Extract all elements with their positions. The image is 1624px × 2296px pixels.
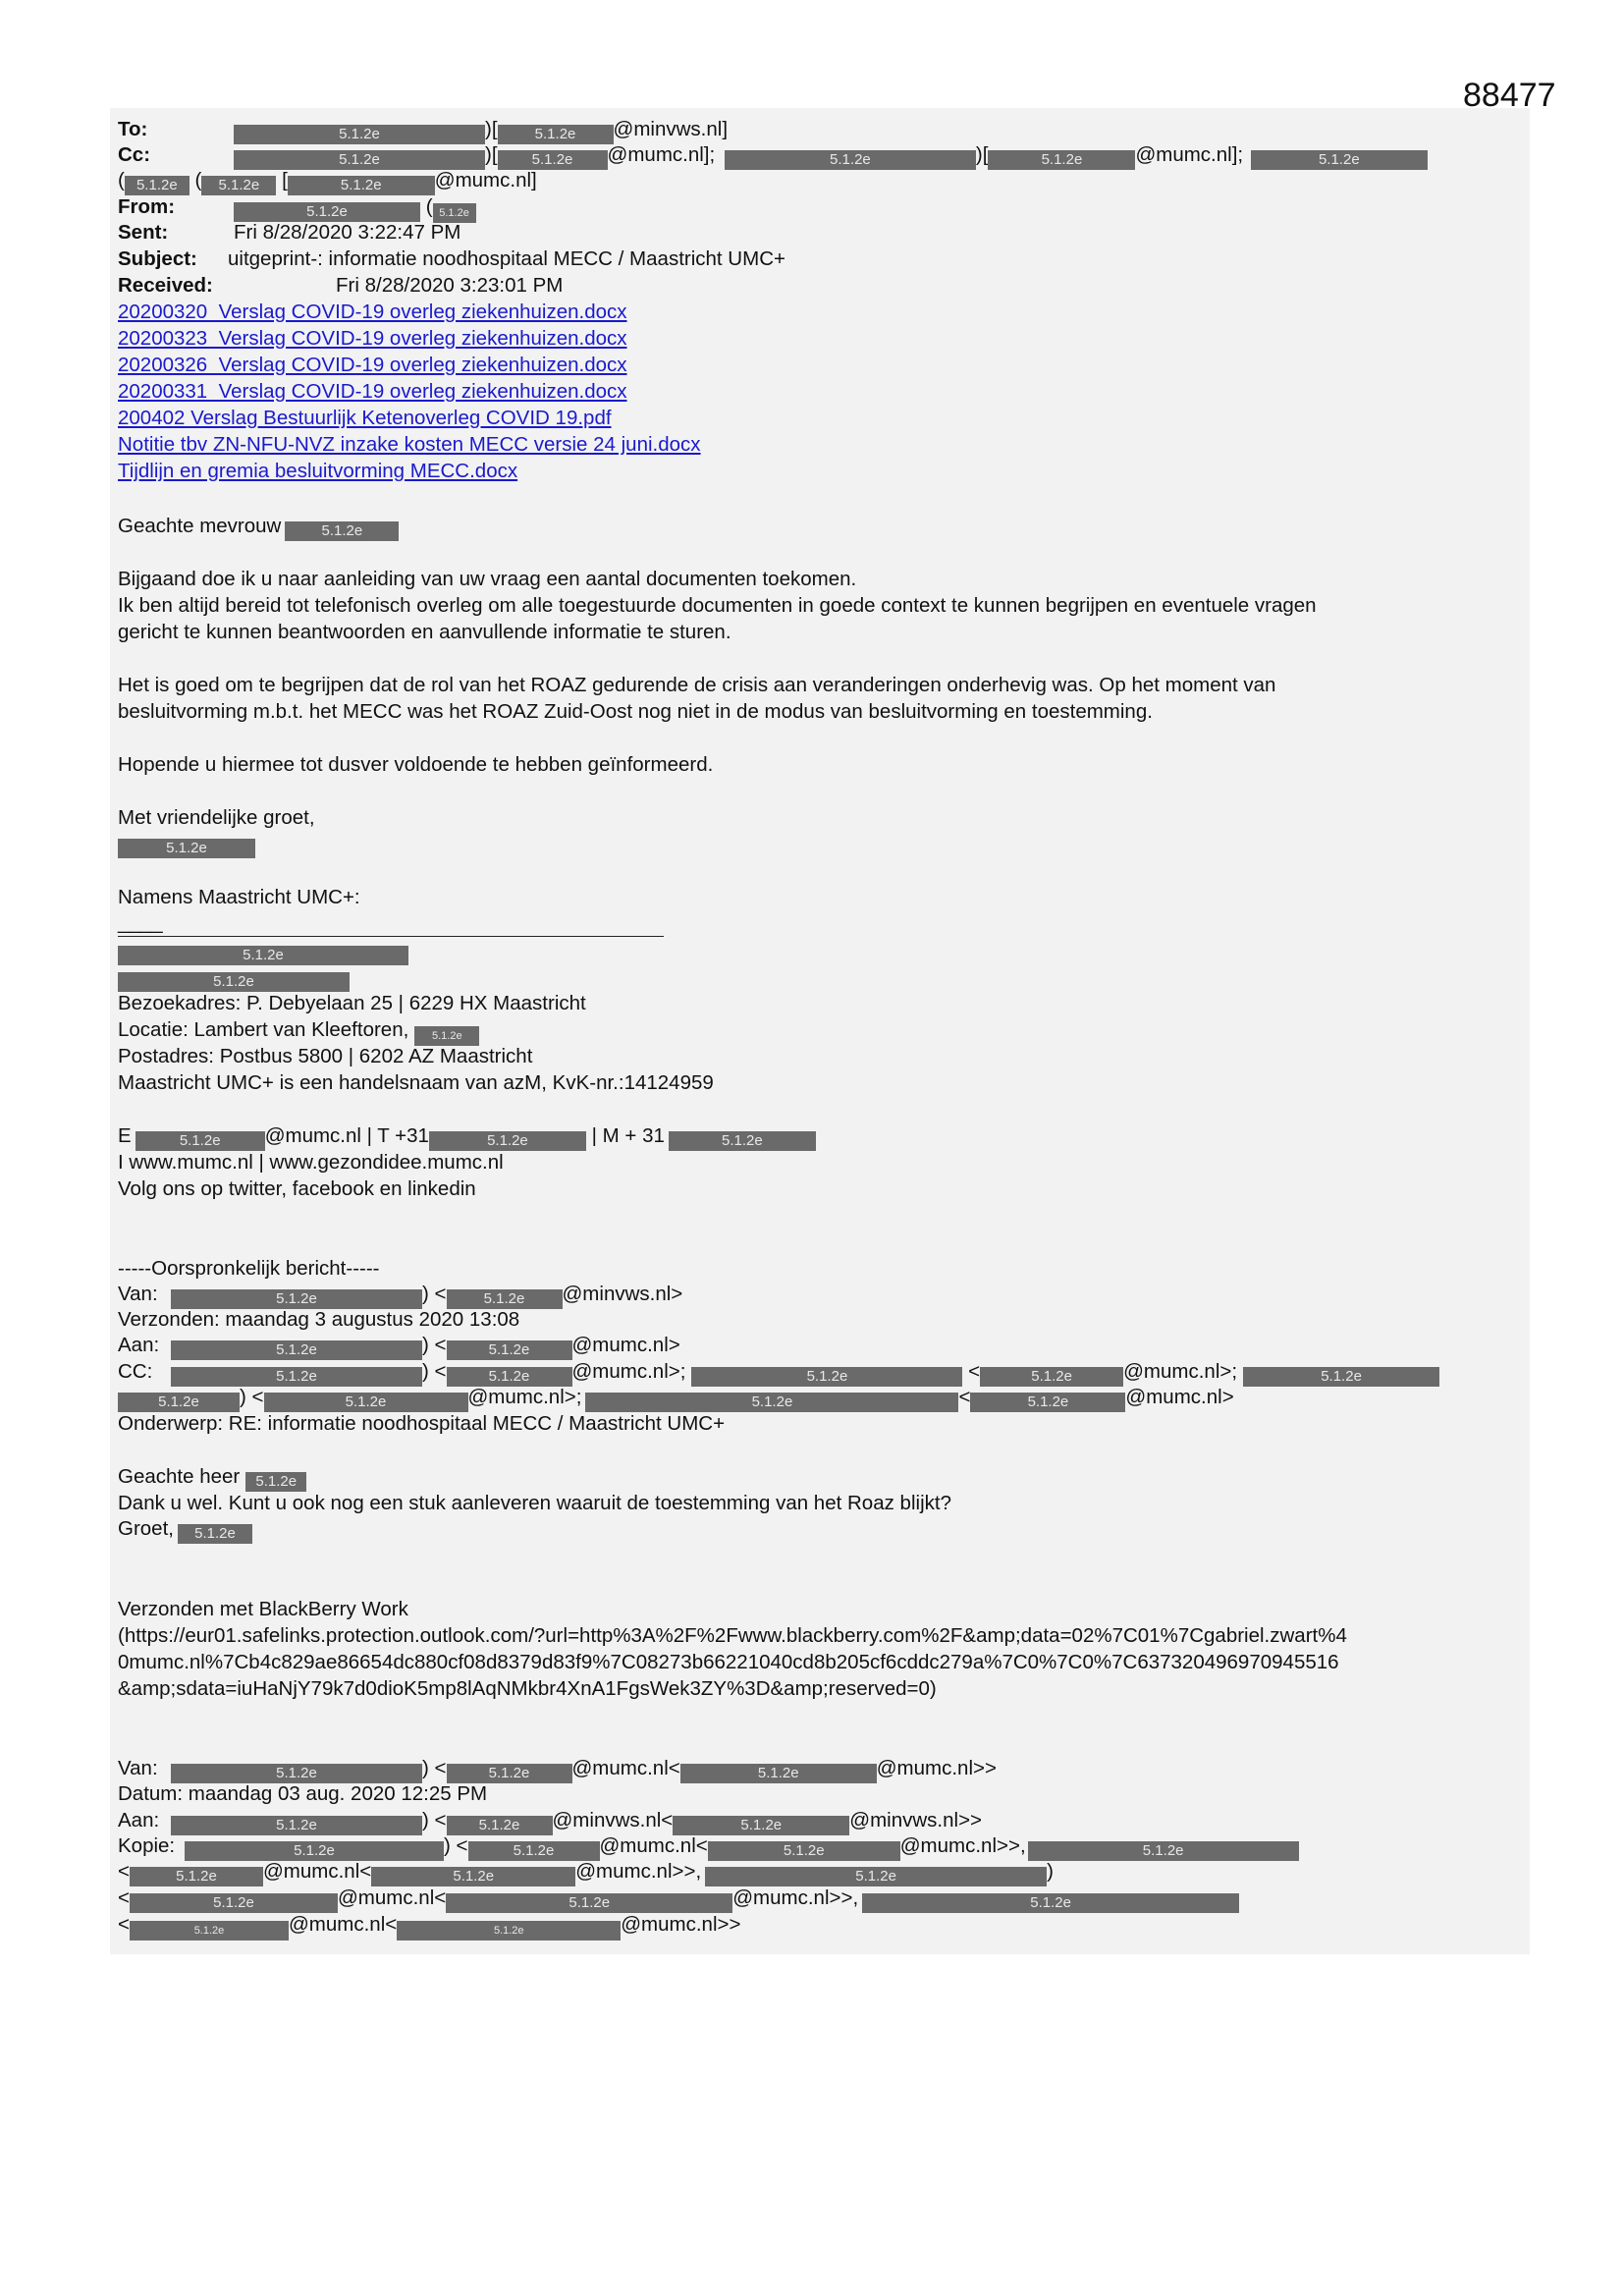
redaction: 5.1.2e [185,1841,444,1861]
redaction: 5.1.2e [288,176,435,195]
email-domain: @mumc.nl< [337,1886,447,1909]
redaction: 5.1.2e [447,1816,553,1835]
body-text: gericht te kunnen beantwoorden en aanvullende informatie te sturen. [118,621,731,643]
email-domain: @mumc.nl>>, [732,1886,859,1909]
redaction: 5.1.2e [446,1893,732,1913]
email-domain: @mumc.nl> [1125,1386,1234,1408]
redaction: 5.1.2e [862,1893,1239,1913]
email-domain: @minvws.nl> [562,1283,683,1305]
email-domain: @mumc.nl< [571,1757,680,1779]
from-line [118,195,476,223]
attachment-link[interactable]: Notitie tbv ZN-NFU-NVZ inzake kosten MECC versie 24 juni.docx [118,433,701,456]
onderwerp-line: Onderwerp: RE: informatie noodhospitaal MECC / Maastricht UMC+ [118,1412,726,1435]
cc-line [118,1360,1439,1387]
email-domain: @mumc.nl | T +31 [264,1124,429,1147]
kopie-line-2 [118,1860,1054,1886]
to-line [118,118,728,144]
text-fragment: ( [118,169,125,191]
van-line-2 [118,1757,997,1783]
text-fragment: < [118,1860,130,1883]
text-fragment: )[ [975,143,989,166]
redaction: 5.1.2e [498,125,614,144]
sent-line [118,221,460,245]
redaction: 5.1.2e [498,150,608,170]
subject-line [118,247,785,271]
redaction: 5.1.2e [970,1393,1125,1412]
web-line: I www.mumc.nl | www.gezondidee.mumc.nl [118,1151,504,1174]
sent-label: Sent: [118,221,169,244]
van-line [118,1283,682,1309]
redaction: 5.1.2e [234,125,485,144]
cc-line [118,143,1428,170]
redaction: 5.1.2e [130,1867,263,1886]
location-text: Locatie: Lambert van Kleeftoren, [118,1018,409,1041]
aan-line-2 [118,1809,982,1835]
redaction: 5.1.2e [673,1816,849,1835]
text-fragment: ) < [422,1360,447,1383]
email-domain: @mumc.nl< [288,1913,398,1936]
greeting: Geachte heer [118,1465,241,1488]
follow-line: Volg ons op twitter, facebook en linkedin [118,1177,476,1200]
redaction: 5.1.2e [585,1393,958,1412]
attachment-link[interactable]: 20200331_Verslag COVID-19 overleg ziekenhuizen.docx [118,380,627,403]
signature-redacted-1 [118,939,408,965]
text-fragment: ) < [422,1334,447,1356]
contact-line [118,1124,816,1151]
text-fragment: ) < [422,1757,447,1779]
redaction: 5.1.2e [414,1026,479,1046]
safelink-line: &amp;sdata=iuHaNjY79k7d0dioK5mp8lAqNMkbr4XnA1FgsWek3ZY%3D&amp;reserved=0) [118,1677,937,1700]
redaction: 5.1.2e [447,1340,572,1360]
separator-line [118,936,664,937]
redaction: 5.1.2e [130,1921,289,1941]
redaction: 5.1.2e [397,1921,621,1941]
sent-value: Fri 8/28/2020 3:22:47 PM [234,221,461,244]
text-fragment: < [118,1913,130,1936]
text-fragment: ( [425,195,433,218]
redaction: 5.1.2e [285,521,399,541]
greeting-line [118,515,399,541]
email-domain: @mumc.nl]; [607,143,716,166]
text-fragment: ( [194,169,202,191]
redaction: 5.1.2e [980,1367,1123,1387]
from-label: From: [118,195,176,218]
email-domain: @minvws.nl>> [849,1809,983,1831]
location-line [118,1018,479,1046]
body-text: Bijgaand doe ik u naar aanleiding van uw vraag een aantal documenten toekomen. [118,568,857,590]
closing: Met vriendelijke groet, [118,806,315,829]
redaction: 5.1.2e [178,1524,252,1544]
email-domain: @mumc.nl< [599,1834,708,1857]
body-text: Hopende u hiermee tot dusver voldoende te hebben geïnformeerd. [118,753,714,776]
kopie-line-3 [118,1886,1239,1913]
email-domain: @mumc.nl>; [571,1360,686,1383]
subject-value: uitgeprint-: informatie noodhospitaal MECC / Maastricht UMC+ [228,247,785,270]
safelink-line: (https://eur01.safelinks.protection.outlook.com/?url=http%3A%2F%2Fwww.blackberry.com%2F&amp;data=02%7C01%7Cgabriel.zwart%4 [118,1624,1347,1647]
body-text: Ik ben altijd bereid tot telefonisch overleg om alle toegestuurde documenten in goede context te kunnen begrijpen en eventuele vragen [118,594,1317,617]
redaction: 5.1.2e [234,202,420,222]
mobile-label: | M + 31 [591,1124,665,1147]
van-label: Van: [118,1757,158,1779]
redaction: 5.1.2e [433,203,476,223]
aan-line [118,1334,680,1360]
redaction: 5.1.2e [447,1764,572,1783]
redaction: 5.1.2e [171,1764,422,1783]
greeting: Geachte mevrouw [118,515,282,537]
redaction: 5.1.2e [171,1289,422,1309]
visit-address: Bezoekadres: P. Debyelaan 25 | 6229 HX Maastricht [118,992,586,1014]
email-domain: @mumc.nl>> [621,1913,741,1936]
kopie-line-4 [118,1913,740,1941]
redaction: 5.1.2e [708,1841,900,1861]
redaction: 5.1.2e [680,1764,877,1783]
cc-label: CC: [118,1360,153,1383]
redaction: 5.1.2e [125,176,189,195]
redaction: 5.1.2e [118,946,408,965]
text-fragment: )[ [485,143,498,166]
redaction: 5.1.2e [118,1393,240,1412]
redaction: 5.1.2e [1028,1841,1299,1861]
body-text: besluitvorming m.b.t. het MECC was het ROAZ Zuid-Oost nog niet in de modus van besluitvorming en toestemming. [118,700,1153,723]
redaction: 5.1.2e [1251,150,1428,170]
text-fragment: ) [1047,1860,1054,1883]
groet-line [118,1517,252,1544]
email-label: E [118,1124,132,1147]
email-domain: @mumc.nl>; [467,1386,582,1408]
aan-label: Aan: [118,1334,160,1356]
received-line [118,274,563,298]
redaction: 5.1.2e [468,1841,600,1861]
email-domain: @mumc.nl>> [876,1757,997,1779]
email-domain: @mumc.nl] [434,169,537,191]
text-fragment: [ [282,169,288,191]
redaction: 5.1.2e [371,1867,575,1886]
redaction: 5.1.2e [118,839,255,858]
redaction: 5.1.2e [171,1816,422,1835]
kopie-label: Kopie: [118,1834,176,1857]
redaction: 5.1.2e [669,1131,816,1151]
to-label: To: [118,118,148,140]
postal-address: Postadres: Postbus 5800 | 6202 AZ Maastricht [118,1045,533,1067]
email-domain: @minvws.nl] [613,118,729,140]
redaction: 5.1.2e [171,1367,422,1387]
email-domain: @mumc.nl< [262,1860,372,1883]
groet-text: Groet, [118,1517,174,1540]
aan-label: Aan: [118,1809,160,1831]
cc-line-2 [118,169,537,195]
blackberry-line: Verzonden met BlackBerry Work [118,1598,408,1620]
redaction: 5.1.2e [130,1893,338,1913]
signature-name-line [118,832,255,858]
text-fragment: < [958,1386,971,1408]
verzonden-line: Verzonden: maandag 3 augustus 2020 13:08 [118,1308,520,1331]
attachment-link[interactable]: 20200320_Verslag COVID-19 overleg ziekenhuizen.docx [118,301,627,323]
text-fragment: ) < [240,1386,264,1408]
redaction: 5.1.2e [234,150,485,170]
namens: Namens Maastricht UMC+: [118,886,360,908]
document-number: 88477 [1463,77,1556,114]
email-domain: @mumc.nl> [571,1334,680,1356]
text-fragment: ) < [444,1834,468,1857]
signature-redacted-2 [118,965,350,992]
email-domain: @mumc.nl>; [1123,1360,1238,1383]
attachment-link[interactable]: 200402 Verslag Bestuurlijk Ketenoverleg COVID 19.pdf [118,407,612,429]
received-label: Received: [118,274,213,297]
redaction: 5.1.2e [429,1131,586,1151]
text-fragment: < [968,1360,981,1383]
subject-label: Subject: [118,247,197,270]
text-fragment: )[ [485,118,498,140]
redaction: 5.1.2e [725,150,976,170]
email-domain: @mumc.nl]; [1135,143,1244,166]
redaction: 5.1.2e [135,1131,265,1151]
text-fragment: ) < [422,1809,447,1831]
attachment-link[interactable]: 20200326_Verslag COVID-19 overleg ziekenhuizen.docx [118,354,627,376]
datum-line: Datum: maandag 03 aug. 2020 12:25 PM [118,1782,488,1805]
redaction: 5.1.2e [447,1289,563,1309]
redaction: 5.1.2e [691,1367,962,1387]
dank-line: Dank u wel. Kunt u ook nog een stuk aanleveren waaruit de toestemming van het Roaz blijkt? [118,1492,951,1514]
original-divider: -----Oorspronkelijk bericht----- [118,1257,380,1280]
email-domain: @mumc.nl>>, [575,1860,702,1883]
redaction: 5.1.2e [245,1472,306,1492]
redaction: 5.1.2e [988,150,1135,170]
kopie-line [118,1834,1299,1861]
redaction: 5.1.2e [447,1367,572,1387]
cc-label: Cc: [118,143,151,166]
body-text: Het is goed om te begrijpen dat de rol van het ROAZ gedurende de crisis aan veranderingen onderhevig was. Op het moment van [118,674,1276,696]
safelink-line: 0mumc.nl%7Cb4c829ae86654dc880cf08d8379d83f9%7C08273b66221040cd8b205cf6cddc279a%7C0%7C0%7C637320496970945516 [118,1651,1339,1673]
email-domain: @minvws.nl< [552,1809,674,1831]
redaction: 5.1.2e [1243,1367,1439,1387]
van-label: Van: [118,1283,158,1305]
attachment-link[interactable]: 20200323_Verslag COVID-19 overleg ziekenhuizen.docx [118,327,627,350]
cc-line-2 [118,1386,1234,1412]
redaction: 5.1.2e [171,1340,422,1360]
text-fragment: < [118,1886,130,1909]
email-domain: @mumc.nl>>, [899,1834,1026,1857]
geachte-line [118,1465,306,1492]
attachment-link[interactable]: Tijdlijn en gremia besluitvorming MECC.docx [118,460,518,482]
redaction: 5.1.2e [705,1867,1047,1886]
redaction: 5.1.2e [264,1393,468,1412]
dash-line: ____ [118,911,163,934]
received-value: Fri 8/28/2020 3:23:01 PM [336,274,564,297]
trade-name: Maastricht UMC+ is een handelsnaam van azM, KvK-nr.:14124959 [118,1071,714,1094]
text-fragment: ) < [422,1283,447,1305]
redaction: 5.1.2e [118,972,350,992]
redaction: 5.1.2e [201,176,276,195]
